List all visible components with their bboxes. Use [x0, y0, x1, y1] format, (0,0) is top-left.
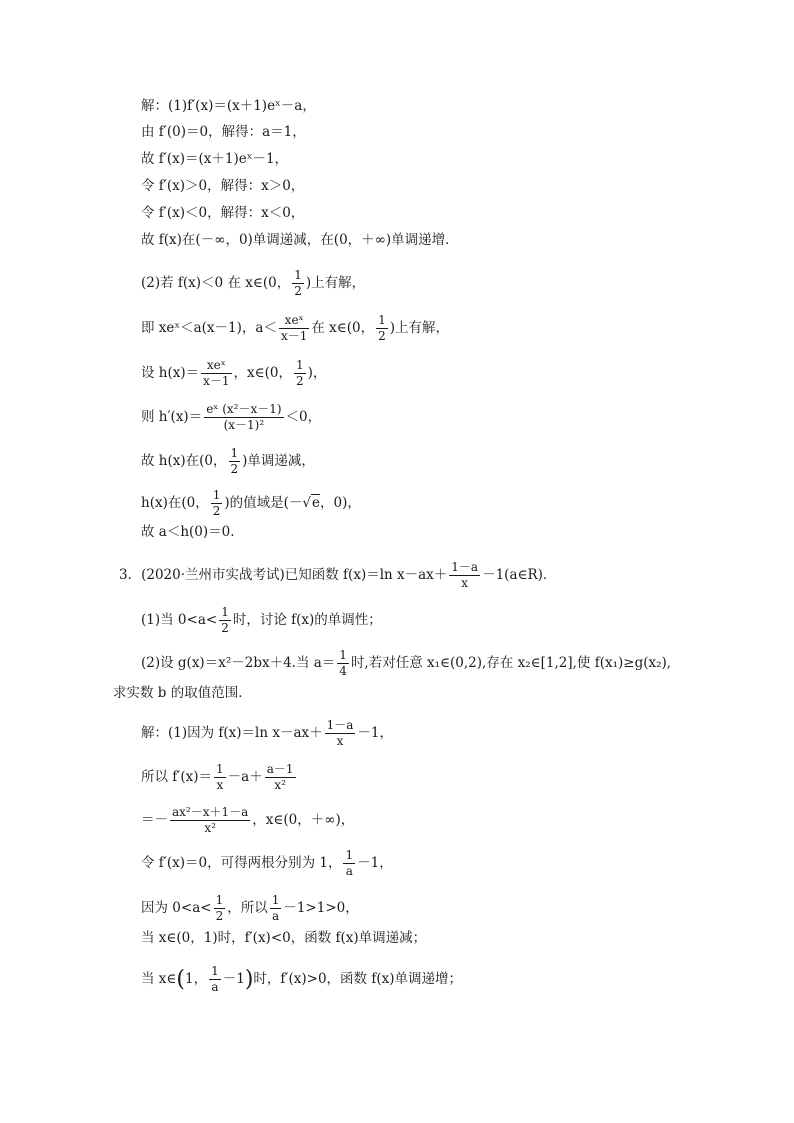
problem3-question2-cont: 求实数 b 的取值范围． [113, 685, 252, 701]
solution-line: 令 f′(x)＞0，解得：x＞0， [141, 178, 305, 194]
fraction: $\frac{a-1}{\text{x²}}$ [266, 762, 294, 792]
fraction: $\frac{\text{eˣ (x²－x－1)}}{\text{(x－1)²}}$ [206, 402, 282, 432]
left-paren: ( [176, 967, 185, 992]
problem3-solution-line: 因为 0<a< $\frac{1}{2}$ ，所以 $\frac{1}{a}$ －1>1>0， [141, 893, 359, 923]
fraction: $\frac{1}{2}$ [294, 268, 302, 298]
part2-range: h(x)在(0， $\frac{1}{2}$ )的值域是(－√e，0)， [141, 488, 361, 518]
sqrt-symbol: √ [302, 495, 311, 511]
part2-condition: (2)若 f(x)＜0 在 x∈(0， $\frac{1}{2}$ )上有解， [141, 268, 366, 298]
solution-line: 故 f′(x)＝(x＋1)eˣ－1， [141, 151, 289, 167]
fraction: $\frac{1}{a}$ [271, 893, 280, 923]
fraction: $\frac{\text{ax²－x＋1－a}}{\text{x²}}$ [172, 805, 249, 835]
part2-monotonic: 故 h(x)在(0， $\frac{1}{2}$ )单调递减， [141, 446, 315, 476]
fraction: xeˣ x－1 [203, 358, 230, 388]
fraction: $\frac{1}{2}$ [296, 358, 304, 388]
problem3-solution-line: 当 x∈(1， $\frac{1}{a}$ －1)时，f′(x)>0，函数 f(x)单调递增； [141, 964, 462, 994]
fraction: $\frac{1}{2}$ [215, 893, 224, 923]
solution-line: 由 f′(0)＝0，解得：a＝1， [141, 124, 306, 140]
fraction: $\frac{1}{x}$ [216, 762, 224, 792]
fraction: $\frac{1}{a}$ [345, 848, 354, 878]
problem3-question2: (2)设 g(x)＝x²－2bx＋4.当 a＝ $\frac{1}{4}$ 时,若对任意 x₁∈(0,2),存在 x₂∈[1,2],使 f(x₁)≥g(x₂), [141, 648, 672, 678]
solution-line: 解：(1)f′(x)＝(x＋1)eˣ－a， [141, 98, 316, 114]
fraction: $\frac{1}{2}$ [230, 446, 239, 476]
fraction: $\frac{1}{a}$ [211, 964, 219, 994]
problem3-solution-line: 当 x∈(0，1)时，f′(x)<0，函数 f(x)单调递减； [141, 930, 427, 946]
fraction: $\frac{1}{2}$ [378, 313, 386, 343]
fraction: $\frac{1-a}{x}$ [451, 560, 479, 590]
fraction: $\frac{1-a}{x}$ [326, 718, 354, 748]
fraction: $\frac{1}{2}$ [221, 605, 229, 635]
part2-equivalence: 即 xeˣ＜a(x－1)，a＜ xeˣ x－1 在 x∈(0， $\frac{1}{2}$ )上有解， [141, 313, 450, 343]
solution-line: 故 f(x)在(－∞，0)单调递减，在(0，＋∞)单调递增． [141, 232, 459, 248]
problem3-solution-line: 所以 f′(x)＝ $\frac{1}{x}$ －a＋ $\frac{a-1}{\text{x²}}$ [141, 762, 294, 792]
right-paren: ) [244, 967, 254, 992]
solution-line: 令 f′(x)＜0，解得：x＜0， [141, 205, 305, 221]
problem3-stem: 3．(2020·兰州市实战考试)已知函数 f(x)＝ln x－ax＋ $\frac{1-a}{x}$ －1(a∈R)． [119, 560, 557, 590]
part2-conclusion: 故 a＜h(0)＝0. [141, 524, 235, 540]
fraction: $\frac{1}{4}$ [339, 648, 347, 678]
fraction: xeˣ x－1 [280, 313, 308, 343]
part2-define-h: 设 h(x)＝ xeˣ x－1 ，x∈(0， $\frac{1}{2}$ )， [141, 358, 327, 388]
part2-derivative: 则 h′(x)＝ $\frac{\text{eˣ (x²－x－1)}}{\text{(x－1)²}}$ ＜0， [141, 402, 322, 432]
problem3-question1: (1)当 0<a< $\frac{1}{2}$ 时，讨论 f(x)的单调性； [141, 605, 382, 635]
fraction: $\frac{1}{2}$ [212, 488, 221, 518]
problem3-solution-line: 令 f′(x)＝0，可得两根分别为 1， $\frac{1}{a}$ －1， [141, 848, 393, 878]
problem3-solution-line: ＝－ $\frac{\text{ax²－x＋1－a}}{\text{x²}}$ ，x∈(0，＋∞)， [141, 805, 355, 835]
problem3-solution-line: 解：(1)因为 f(x)＝ln x－ax＋ $\frac{1-a}{x}$ －1， [141, 718, 394, 748]
